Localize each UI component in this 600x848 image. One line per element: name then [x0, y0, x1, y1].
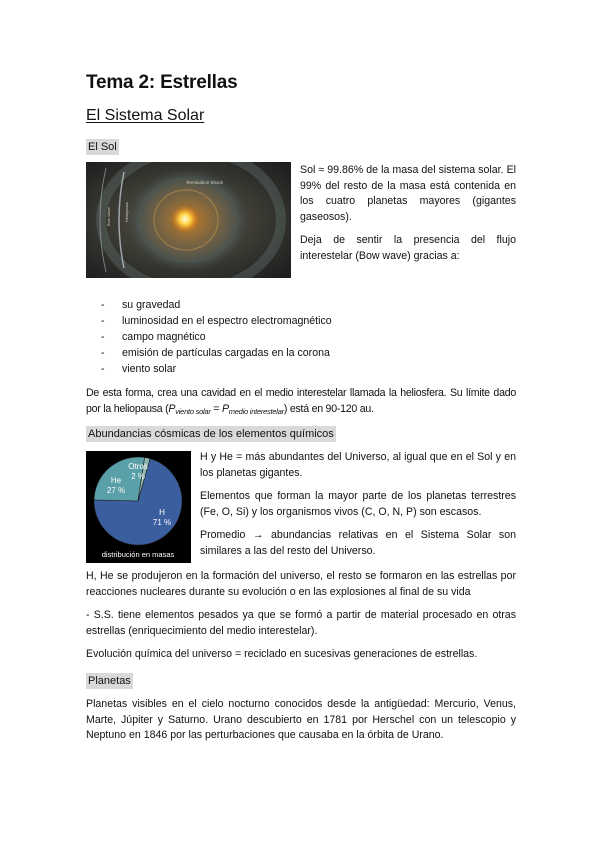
termination-shock-label: Termination Shock	[186, 180, 224, 185]
pressure-symbol-2: P	[221, 402, 229, 415]
pie-label-he: He	[110, 476, 122, 485]
abund-paragraph-3: Promedio → abundancias relativas en el Sistema Solar son similares a las del resto del Universo.	[200, 529, 516, 557]
abundancias-text	[200, 450, 516, 559]
abund-paragraph-5: - S.S. tiene elementos pesados ya que se formó a partir de material procesado en otras estrellas (enriquecimiento del medio interestelar).	[86, 609, 516, 637]
list-item: - campo magnético	[86, 329, 516, 345]
list-item: - luminosidad en el espectro electromagnético	[86, 313, 516, 329]
planetas-paragraph-1: Planetas visibles en el cielo nocturno conocidos desde la antigüedad: Mercurio, Venus, Marte, Júpiter y Saturno. Urano descubierto en 1781 por Herschel con un telescopio y Neptuno en 1846 por las perturbaciones que causaba en la órbita de Urano.	[86, 698, 516, 741]
pie-value-he: 27 %	[106, 486, 126, 495]
equals-sign: =	[210, 402, 222, 415]
page-title: Tema 2: Estrellas	[86, 72, 238, 93]
abund-paragraph-2: Elementos que forman la mayor parte de los planetas terrestres (Fe, O, Si) y los organismos vivos (C, O, N, P) son escasos.	[200, 490, 516, 518]
sol-factor-list	[86, 297, 516, 377]
pie-label-otros: Otros	[128, 462, 148, 471]
pie-chart-title: distribución en masas	[101, 550, 175, 559]
heliosphere-text-a: De esta forma, crea una cavidad en el medio interestelar llamada la heliosfera. Su límite dado por la heliopausa (	[86, 387, 516, 415]
heading-el-sol: El Sol	[88, 141, 117, 153]
pressure-subscript-2: medio interestelar	[228, 406, 284, 416]
heliosphere-paragraph	[86, 386, 516, 419]
list-item: - su gravedad	[86, 297, 516, 313]
pie-value-otros: 2 %	[131, 472, 145, 481]
abundancias-text-2	[86, 569, 516, 663]
section-title: El Sistema Solar	[86, 107, 205, 124]
pie-value-h: 71 %	[152, 518, 172, 527]
sol-text	[300, 163, 516, 264]
heliopause-label: Heliopause	[124, 201, 129, 222]
sol-paragraph-1: Sol ≈ 99.86% de la masa del sistema solar. El 99% del resto de la masa está contenida en los cuatro planetas mayores (gigantes gaseosos).	[300, 164, 516, 223]
sol-paragraph-2: Deja de sentir la presencia del flujo interestelar (Bow wave) gracias a:	[300, 234, 516, 262]
heliosphere-text-b: ) está en 90-120 au.	[283, 402, 374, 415]
abund-paragraph-6: Evolución química del universo = reciclado en sucesivas generaciones de estrellas.	[86, 648, 478, 660]
list-item: - viento solar	[86, 361, 516, 377]
heading-abundancias: Abundancias cósmicas de los elementos químicos	[88, 428, 334, 440]
list-item: - emisión de partículas cargadas en la corona	[86, 345, 516, 361]
bow-wave-label: Bow Wave	[106, 207, 111, 226]
heading-planetas: Planetas	[88, 675, 131, 687]
pressure-symbol: P	[168, 402, 176, 415]
pressure-subscript-1: viento solar	[175, 406, 211, 416]
pie-label-h: H	[159, 508, 165, 517]
heliosphere-image	[86, 162, 291, 278]
abund-paragraph-4: H, He se produjeron en la formación del universo, el resto se formaron en las estrellas por reacciones nucleares durante su evolución o en las explosiones al final de su vida	[86, 570, 516, 598]
abund-paragraph-1: H y He = más abundantes del Universo, al igual que en el Sol y en los planetas gigantes.	[200, 451, 516, 479]
planetas-text	[86, 697, 516, 744]
abundance-pie-chart	[86, 451, 191, 563]
